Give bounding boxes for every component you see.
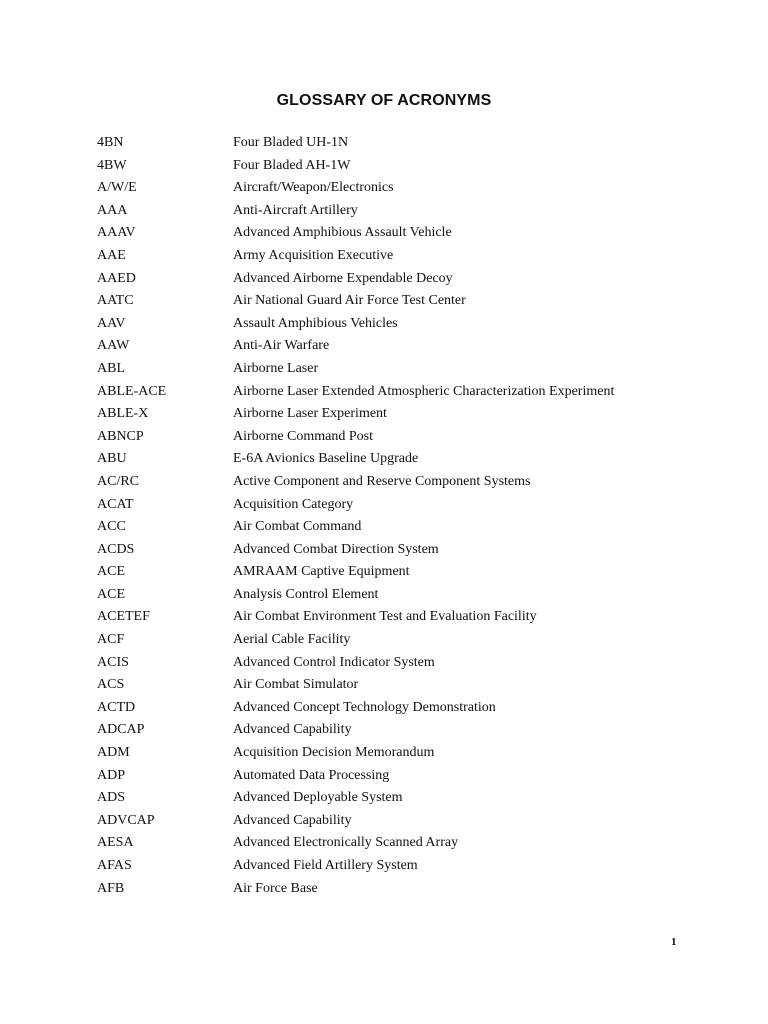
glossary-acronym: ACE — [97, 564, 125, 580]
glossary-definition: Assault Amphibious Vehicles — [233, 315, 398, 331]
glossary-row — [97, 652, 697, 675]
glossary-acronym: ADCAP — [97, 722, 145, 738]
glossary-definition: Anti-Aircraft Artillery — [233, 202, 358, 218]
glossary-acronym: ABL — [97, 360, 125, 376]
glossary-definition: Aerial Cable Facility — [233, 632, 351, 648]
glossary-definition: Four Bladed AH-1W — [233, 157, 351, 173]
glossary-row — [97, 629, 697, 652]
page-title: GLOSSARY OF ACRONYMS — [276, 92, 492, 109]
glossary-row — [97, 268, 697, 291]
glossary-acronym: ABLE-ACE — [97, 383, 167, 399]
glossary-row — [97, 177, 697, 200]
glossary-definition: Advanced Field Artillery System — [233, 858, 418, 873]
glossary-definition: Airborne Command Post — [233, 428, 373, 444]
glossary-row — [97, 290, 697, 313]
glossary-row — [97, 403, 697, 426]
glossary-row — [97, 245, 697, 268]
glossary-row — [97, 878, 697, 901]
page-number: 1 — [671, 936, 677, 948]
glossary-definition: Airborne Laser Experiment — [233, 406, 387, 422]
glossary-definition: Analysis Control Element — [233, 586, 379, 602]
glossary-acronym: ACF — [97, 632, 125, 648]
glossary-row — [97, 132, 697, 155]
glossary-acronym: AAE — [97, 247, 126, 263]
glossary-definition: Advanced Capability — [233, 812, 352, 828]
glossary-definition: Air Combat Command — [233, 519, 362, 535]
glossary-row — [97, 313, 697, 336]
glossary-acronym: AAW — [97, 338, 130, 354]
glossary-acronym: AAV — [97, 315, 126, 331]
glossary-row — [97, 200, 697, 223]
glossary-row — [97, 832, 697, 855]
glossary-row — [97, 697, 697, 720]
glossary-acronym: ADVCAP — [97, 812, 155, 828]
glossary-acronym: ACETEF — [97, 609, 150, 625]
glossary-acronym: 4BN — [97, 135, 124, 150]
glossary-definition: Airborne Laser Extended Atmospheric Characterization Experiment — [233, 383, 615, 399]
glossary-acronym: AAA — [97, 202, 128, 218]
glossary-acronym: ABNCP — [97, 428, 144, 444]
glossary-definition: Air Combat Simulator — [233, 677, 359, 693]
glossary-definition: Acquisition Decision Memorandum — [233, 745, 435, 761]
glossary-acronym: AESA — [97, 835, 134, 851]
glossary-definition: Advanced Amphibious Assault Vehicle — [233, 225, 452, 241]
glossary-acronym: AAAV — [97, 225, 136, 241]
glossary-row — [97, 855, 697, 878]
glossary-acronym: ACAT — [97, 496, 134, 512]
glossary-row — [97, 494, 697, 517]
glossary-definition: Advanced Airborne Expendable Decoy — [233, 270, 453, 286]
glossary-definition: E-6A Avionics Baseline Upgrade — [233, 451, 419, 467]
glossary-definition: Air National Guard Air Force Test Center — [233, 293, 466, 309]
glossary-acronym: AFB — [97, 880, 125, 896]
glossary-row — [97, 742, 697, 765]
glossary-row — [97, 358, 697, 381]
glossary-row — [97, 381, 697, 404]
glossary-definition: Air Combat Environment Test and Evaluation Facility — [233, 609, 537, 625]
glossary-acronym: ADM — [97, 745, 130, 761]
glossary-row — [97, 719, 697, 742]
glossary-row — [97, 222, 697, 245]
glossary-definition: Advanced Electronically Scanned Array — [233, 835, 459, 851]
glossary-acronym: ABU — [97, 451, 127, 467]
glossary-acronym: ACDS — [97, 541, 135, 557]
glossary-row — [97, 787, 697, 810]
glossary-acronym: AAED — [97, 270, 136, 286]
glossary-definition: Anti-Air Warfare — [233, 338, 330, 354]
glossary-row — [97, 765, 697, 788]
glossary-row — [97, 584, 697, 607]
glossary-definition: Army Acquisition Executive — [233, 247, 394, 263]
glossary-definition: Active Component and Reserve Component Systems — [233, 473, 531, 489]
glossary-list — [97, 132, 697, 900]
glossary-acronym: ADS — [97, 790, 126, 806]
glossary-row — [97, 539, 697, 562]
glossary-acronym: AC/RC — [97, 473, 140, 489]
glossary-definition: Aircraft/Weapon/Electronics — [233, 180, 394, 196]
glossary-definition: Acquisition Category — [233, 496, 354, 512]
glossary-acronym: ADP — [97, 767, 126, 783]
glossary-definition: Four Bladed UH-1N — [233, 135, 349, 150]
glossary-acronym: ACS — [97, 677, 125, 693]
glossary-row — [97, 448, 697, 471]
glossary-acronym: AFAS — [97, 858, 132, 873]
glossary-row — [97, 516, 697, 539]
glossary-acronym: AATC — [97, 293, 134, 309]
glossary-acronym: A/W/E — [97, 180, 137, 196]
glossary-definition: Air Force Base — [233, 880, 318, 896]
glossary-definition: Airborne Laser — [233, 360, 319, 376]
glossary-definition: Advanced Capability — [233, 722, 352, 738]
glossary-row — [97, 335, 697, 358]
glossary-acronym: ACC — [97, 519, 126, 535]
glossary-acronym: ACIS — [97, 654, 129, 670]
glossary-definition: Automated Data Processing — [233, 767, 390, 783]
glossary-row — [97, 606, 697, 629]
glossary-row — [97, 155, 697, 178]
glossary-acronym: ACE — [97, 586, 125, 602]
glossary-row — [97, 426, 697, 449]
glossary-definition: Advanced Deployable System — [233, 790, 403, 806]
glossary-acronym: ACTD — [97, 699, 136, 715]
glossary-row — [97, 561, 697, 584]
glossary-definition: AMRAAM Captive Equipment — [233, 564, 410, 580]
glossary-acronym: 4BW — [97, 157, 127, 173]
glossary-acronym: ABLE-X — [97, 406, 149, 422]
glossary-definition: Advanced Control Indicator System — [233, 654, 435, 670]
glossary-definition: Advanced Concept Technology Demonstration — [233, 699, 496, 715]
glossary-row — [97, 674, 697, 697]
glossary-row — [97, 810, 697, 833]
glossary-definition: Advanced Combat Direction System — [233, 541, 439, 557]
glossary-row — [97, 471, 697, 494]
